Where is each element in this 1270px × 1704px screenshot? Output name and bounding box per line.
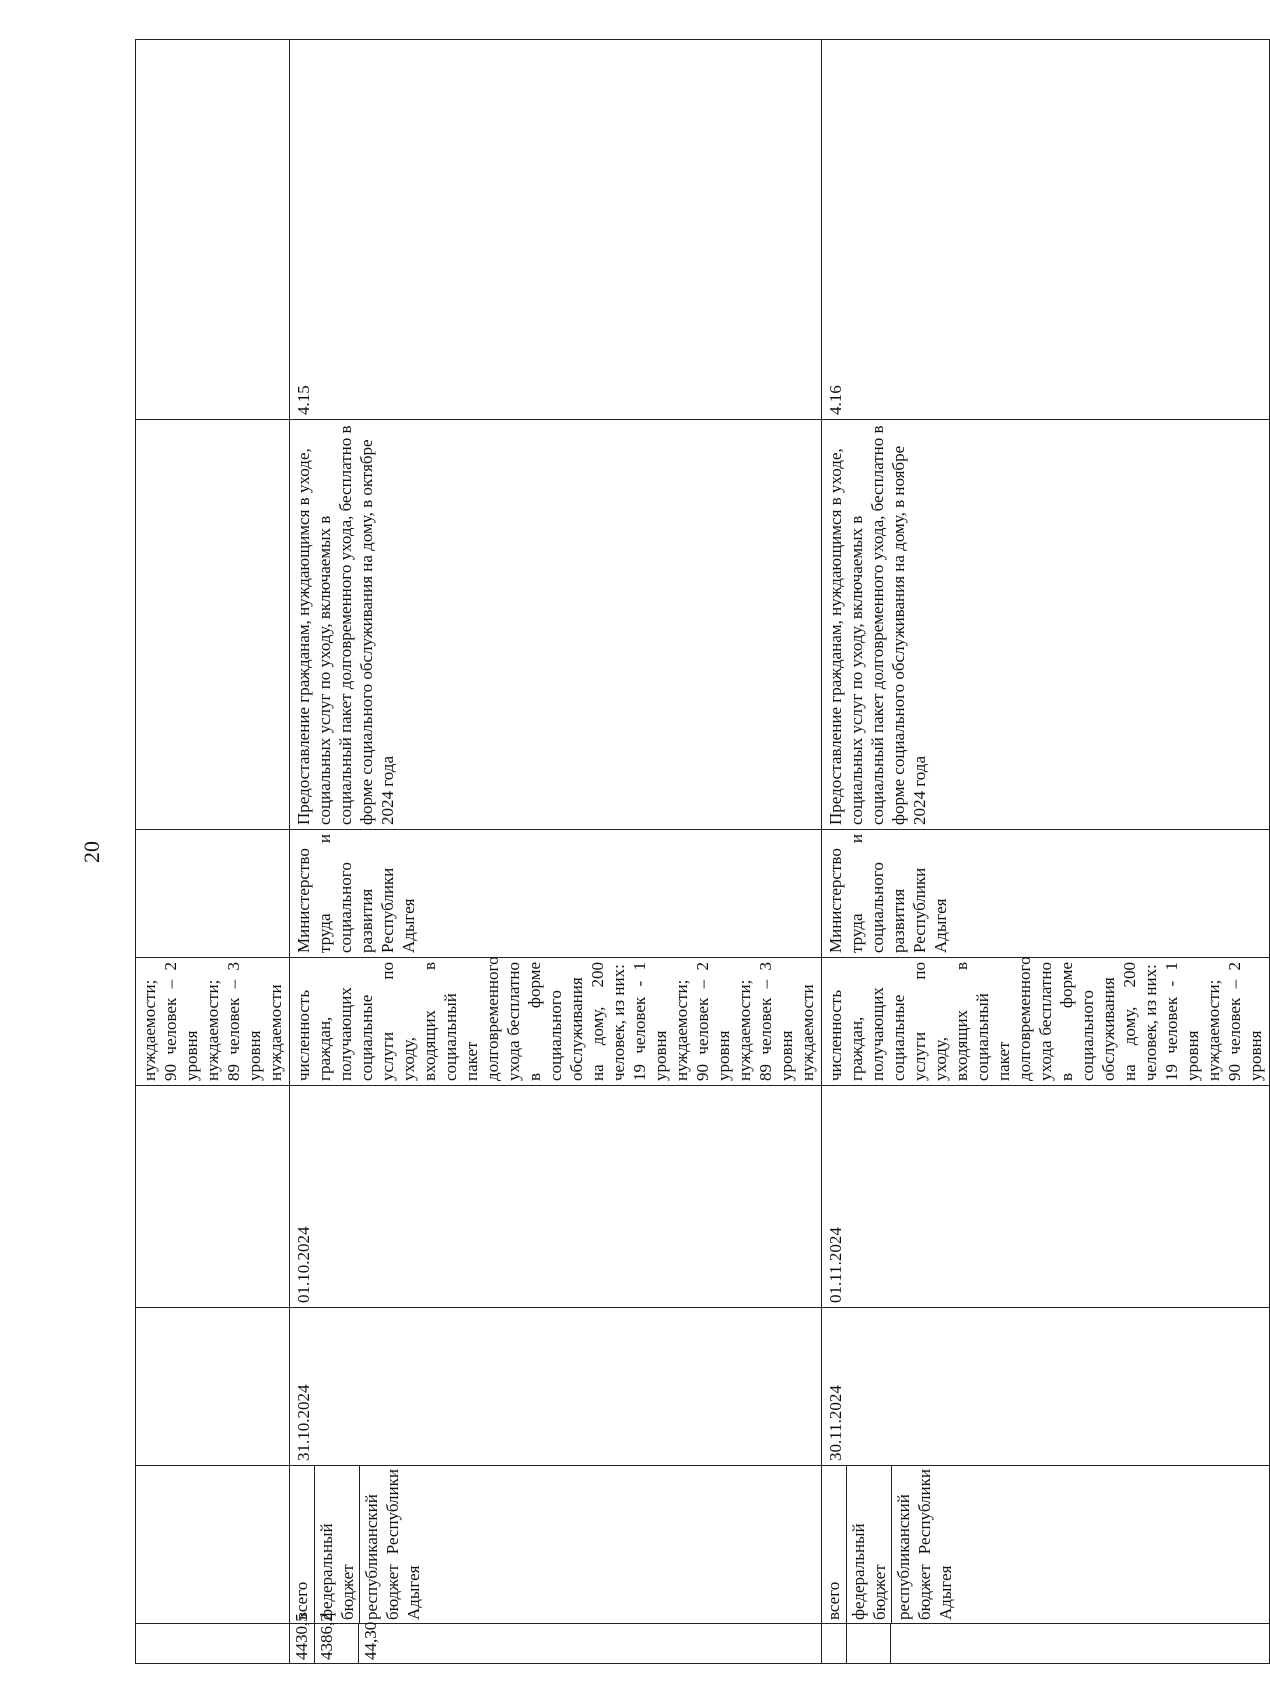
- row-title: Предоставление гражданам, нуждающимся в уходе, социальных услуг по уходу, включаемых в социальный пакет долговременного ухода, бесплатно в форме социального обслуживания на дому, в октябре 2024 года: [290, 420, 822, 830]
- source-federal: федеральный бюджет: [314, 1466, 359, 1623]
- row-budget-source: [822, 1466, 1270, 1624]
- amount-republican: [890, 1624, 1269, 1663]
- row-end-date: 30.11.2024: [822, 1308, 1270, 1466]
- row-amounts: [822, 1624, 1270, 1664]
- row-number: 4.15: [290, 40, 822, 420]
- source-republican: республиканский бюджет Республики Адыгея: [359, 1466, 821, 1623]
- rotated-table-sheet: [135, 40, 1265, 1664]
- amount-federal: [846, 1624, 890, 1663]
- row-id: [136, 1624, 290, 1664]
- row-budget-source: [290, 1466, 822, 1624]
- row-start-date: 01.11.2024: [822, 1086, 1270, 1308]
- row-executor: Министерство труда и социального развития Республики Адыгея: [822, 830, 1270, 958]
- amount-federal: 4386,2: [314, 1624, 358, 1663]
- row-start-date: 01.10.2024: [290, 1086, 822, 1308]
- table-row-4-16: [822, 40, 1270, 1664]
- source-federal: федеральный бюджет: [846, 1466, 891, 1623]
- amounts-subtable: [290, 1613, 821, 1663]
- row-end-date: [136, 1308, 290, 1466]
- row-budget-source: [136, 1466, 290, 1624]
- row-title: Предоставление гражданам, нуждающимся в уходе, социальных услуг по уходу, включаемых в социальный пакет долговременного ухода, бесплатно в форме социального обслуживания на дому, в ноябре 2024 года: [822, 420, 1270, 830]
- page-number: 20: [79, 841, 104, 863]
- source-total: всего: [822, 1466, 846, 1623]
- row-executor: Министерство труда и социального развития Республики Адыгея: [290, 830, 822, 958]
- amount-total: 4430,5: [290, 1624, 314, 1663]
- amounts-subtable: [822, 1624, 1269, 1663]
- source-total: всего: [290, 1466, 314, 1623]
- amount-republican: 44,30: [358, 1624, 821, 1663]
- row-start-date: [136, 1086, 290, 1308]
- table-row-4-15: [290, 40, 822, 1664]
- budget-source-subtable: [290, 1466, 821, 1623]
- row-indicator: нуждаемости; 90 человек – 2 уровня нуждаемости; 89 человек – 3 уровня нуждаемости: [136, 958, 290, 1086]
- measures-table: [135, 39, 1270, 1664]
- row-amounts: [290, 1613, 822, 1664]
- row-number: 4.16: [822, 40, 1270, 420]
- row-title: [136, 420, 290, 830]
- budget-source-subtable: [822, 1466, 1269, 1623]
- row-end-date: 31.10.2024: [290, 1308, 822, 1466]
- source-republican: республиканский бюджет Республики Адыгея: [891, 1466, 1269, 1623]
- row-number: [136, 40, 290, 420]
- row-indicator: численность граждан, получающих социальные услуги по уходу, входящих в социальный пакет долговременного ухода бесплатно в форме социального обслуживания на дому, 200 человек, из них: 19 человек - 1 уровня нуждаемости; 90 человек – 2 уровня: [822, 958, 1270, 1086]
- table-row-continuation: [136, 40, 290, 1664]
- amount-total: [822, 1624, 846, 1663]
- row-executor: [136, 830, 290, 958]
- row-indicator: численность граждан, получающих социальные услуги по уходу, входящих в социальный пакет долговременного ухода бесплатно в форме социального обслуживания на дому, 200 человек, из них: 19 человек - 1 уровня нуждаемости; 90 человек – 2 уровня нуждаемости; 89 человек – 3 уровня нуждаемости: [290, 958, 822, 1086]
